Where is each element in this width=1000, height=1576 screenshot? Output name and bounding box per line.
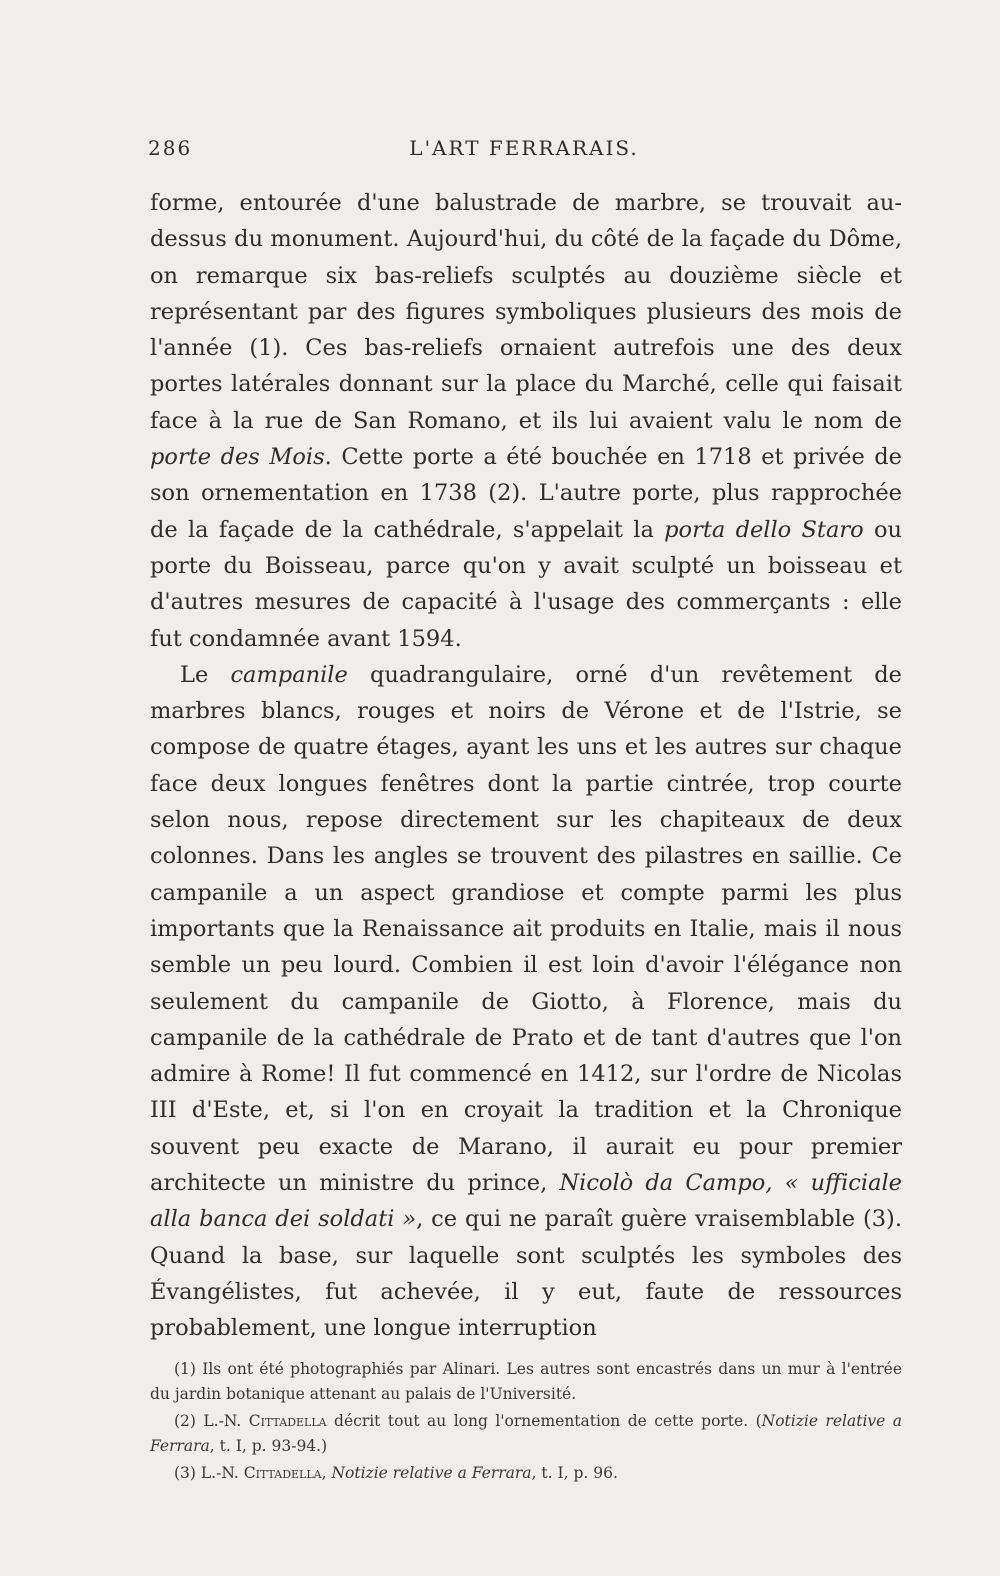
paragraph-1-italic-a: porte des Mois [150,444,325,471]
footnote-3-text-c: , t. I, p. 96. [531,1464,618,1482]
footnote-3-author: Cittadella [243,1464,322,1482]
paragraph-1 [150,185,902,657]
running-title: L'ART FERRARAIS. [409,136,639,160]
paragraph-2-text-b: quadrangulaire, orné d'un revêtement de marbres blancs, rouges et noirs de Vérone et de l'Istrie, se compose de quatre étages, ayant les uns et les autres sur chaque face deux longues fenêtres dont la partie cintrée, trop courte selon nous, repose directement sur les chapiteaux de deux colonnes. Dans les angles se trouvent des pilastres en saillie. Ce campanile a un aspect grandiose et compte parmi les plus importants que la Renaissance ait produits en Italie, mais il nous semble un peu lourd. Combien il est loin d'avoir l'élégance non seulement du campanile de Giotto, à Florence, mais du campanile de la cathédrale de Prato et de tant d'autres que l'on admire à Rome! Il fut commencé en 1412, sur l'ordre de Nicolas III d'Este, et, si l'on en croyait la tradition et la Chronique souvent peu exacte de Marano, il aurait eu pour premier architecte un ministre du prince, [150,661,902,1197]
footnote-2-text-b: décrit tout au long l'ornementation de cette porte. ( [326,1412,762,1430]
paragraph-2-text-a: Le [180,661,231,688]
footnote-2-title: Notizie relative a Ferrara [150,1412,903,1455]
paragraph-1-text-b: . Cette porte a été bouchée en 1718 et privée de son ornementation en 1738 (2). L'autre porte, plus rapprochée de la façade de la cathédrale, s'appelait la [150,444,902,543]
page-number: 286 [148,136,193,160]
footnote-2-author: Cittadella [248,1412,327,1430]
footnote-3-title: Notizie relative a Ferrara [331,1464,532,1482]
footnote-2-text-a: (2) L.-N. [174,1412,249,1430]
footnote-3 [150,1461,902,1486]
paragraph-2-text-c: , ce qui ne paraît guère vraisemblable (3). Quand la base, sur laquelle sont sculptés les symboles des Évangélistes, fut achevée, il y eut, faute de ressources probablement, une longue interruption [150,1206,902,1342]
footnote-1: (1) Ils ont été photographiés par Alinari. Les autres sont encastrés dans un mur à l'entrée du jardin botanique attenant au palais de l'Université. [150,1360,902,1403]
paragraph-1-italic-b: porta dello Staro [664,516,864,543]
footnote-3-text-b: , [321,1464,332,1482]
footnote-3-text-a: (3) L.-N. [174,1464,244,1482]
footnote-2 [150,1409,902,1458]
running-head [148,136,900,166]
paragraph-2-italic-a: campanile [230,661,348,688]
footnotes [150,1357,902,1486]
paragraph-1-text-a: forme, entourée d'une balustrade de marbre, se trouvait au-dessus du monument. Aujourd'hui, du côté de la façade du Dôme, on remarque six bas-reliefs sculptés au douzième siècle et représentant par des figures symboliques plusieurs des mois de l'année (1). Ces bas-reliefs ornaient autrefois une des deux portes latérales donnant sur la place du Marché, celle qui faisait face à la rue de San Romano, et ils lui avaient valu le nom de [150,190,902,434]
paragraph-1-text-c: ou porte du Boisseau, parce qu'on y avait sculpté un boisseau et d'autres mesures de capacité à l'usage des commerçants : elle fut condamnée avant 1594. [150,516,902,652]
paragraph-2 [150,657,902,1347]
paragraph-2-italic-b: Nicolò da Campo, « ufficiale alla banca dei soldati » [150,1170,903,1233]
body-text [150,185,902,1347]
footnote-2-text-c: , t. I, p. 93-94.) [209,1436,328,1455]
